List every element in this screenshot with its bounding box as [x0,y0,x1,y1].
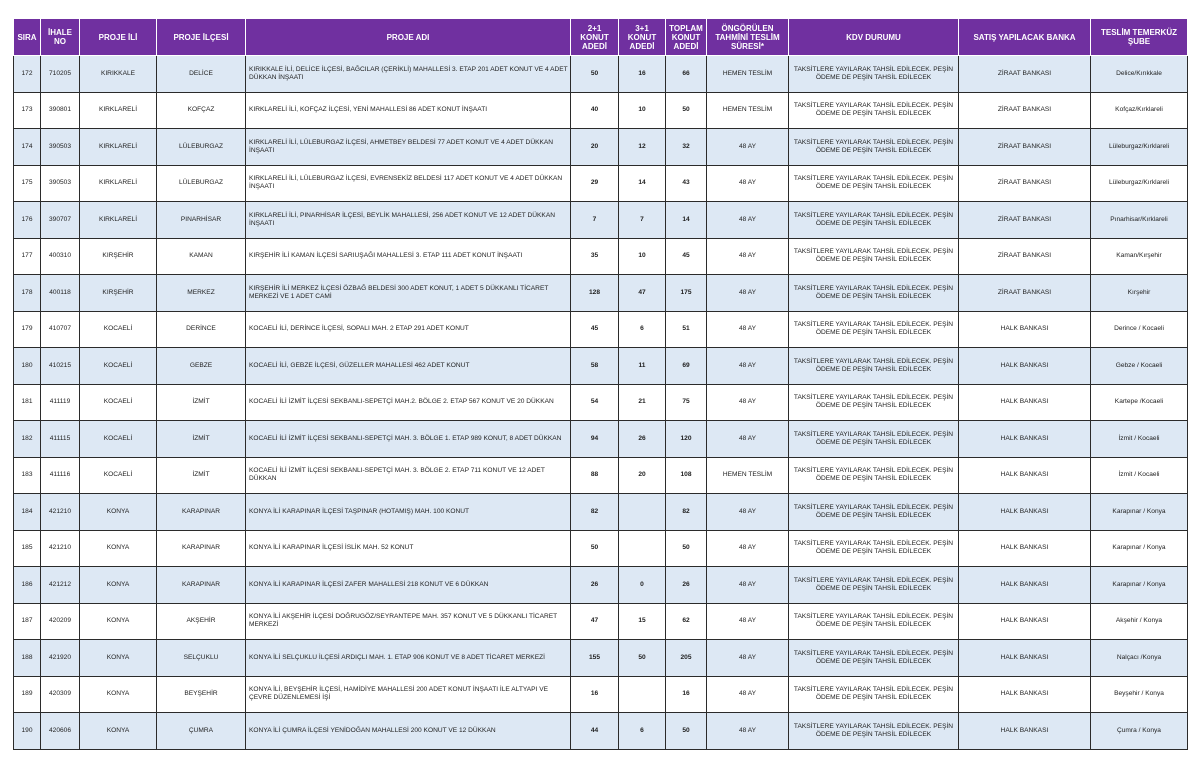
cell-kdv-durumu: TAKSİTLERE YAYILARAK TAHSİL EDİLECEK. PEŞİN ÖDEME DE PEŞİN TAHSİL EDİLECEK [789,311,959,348]
cell-satis-bankasi: HALK BANKASI [959,494,1091,531]
cell-3plus1-konut: 6 [619,311,666,348]
cell-proje-ilcesi: GEBZE [157,348,246,385]
cell-proje-ilcesi: KAMAN [157,238,246,275]
cell-proje-ili: KOCAELİ [80,348,157,385]
cell-proje-ili: KIRŞEHİR [80,275,157,312]
cell-2plus1-konut: 44 [571,713,619,750]
table-body [14,56,1188,750]
cell-proje-ilcesi: KARAPINAR [157,494,246,531]
table-row [14,129,1188,166]
cell-teslim-suresi: HEMEN TESLİM [707,457,789,494]
cell-kdv-durumu: TAKSİTLERE YAYILARAK TAHSİL EDİLECEK. PEŞİN ÖDEME DE PEŞİN TAHSİL EDİLECEK [789,56,959,93]
cell-kdv-durumu: TAKSİTLERE YAYILARAK TAHSİL EDİLECEK. PEŞİN ÖDEME DE PEŞİN TAHSİL EDİLECEK [789,457,959,494]
cell-kdv-durumu: TAKSİTLERE YAYILARAK TAHSİL EDİLECEK. PEŞİN ÖDEME DE PEŞİN TAHSİL EDİLECEK [789,494,959,531]
cell-ihale-no: 400118 [41,275,80,312]
cell-2plus1-konut: 155 [571,640,619,677]
table-row [14,640,1188,677]
cell-sira: 185 [14,530,41,567]
cell-toplam-konut: 32 [666,129,707,166]
cell-proje-ili: KONYA [80,530,157,567]
cell-satis-bankasi: HALK BANKASI [959,713,1091,750]
cell-teslim-suresi: 48 AY [707,421,789,458]
cell-proje-ili: KOCAELİ [80,384,157,421]
header-ihale-no: İHALE NO [41,19,80,56]
cell-satis-bankasi: ZİRAAT BANKASI [959,275,1091,312]
cell-sira: 186 [14,567,41,604]
cell-ihale-no: 420309 [41,676,80,713]
cell-teslim-sube: Kartepe /Kocaeli [1091,384,1188,421]
cell-proje-ilcesi: LÜLEBURGAZ [157,165,246,202]
cell-kdv-durumu: TAKSİTLERE YAYILARAK TAHSİL EDİLECEK. PEŞİN ÖDEME DE PEŞİN TAHSİL EDİLECEK [789,530,959,567]
cell-2plus1-konut: 20 [571,129,619,166]
cell-teslim-sube: Karapınar / Konya [1091,530,1188,567]
cell-teslim-sube: Kırşehir [1091,275,1188,312]
cell-3plus1-konut: 15 [619,603,666,640]
cell-proje-ili: KONYA [80,713,157,750]
table-row [14,238,1188,275]
cell-sira: 180 [14,348,41,385]
header-kdv-durumu: KDV DURUMU [789,19,959,56]
cell-toplam-konut: 205 [666,640,707,677]
cell-kdv-durumu: TAKSİTLERE YAYILARAK TAHSİL EDİLECEK. PEŞİN ÖDEME DE PEŞİN TAHSİL EDİLECEK [789,603,959,640]
cell-proje-ili: KIRŞEHİR [80,238,157,275]
cell-sira: 184 [14,494,41,531]
cell-2plus1-konut: 82 [571,494,619,531]
cell-2plus1-konut: 26 [571,567,619,604]
cell-3plus1-konut: 0 [619,567,666,604]
cell-teslim-sube: Pınarhisar/Kırklareli [1091,202,1188,239]
header-proje-adi: PROJE ADI [246,19,571,56]
table-row [14,567,1188,604]
header-2plus1-konut: 2+1 KONUT ADEDİ [571,19,619,56]
cell-toplam-konut: 26 [666,567,707,604]
cell-3plus1-konut: 20 [619,457,666,494]
cell-proje-ilcesi: İZMİT [157,457,246,494]
header-proje-ili: PROJE İLİ [80,19,157,56]
cell-satis-bankasi: HALK BANKASI [959,567,1091,604]
cell-proje-adi: KONYA İLİ, BEYŞEHİR İLÇESİ, HAMİDİYE MAHALLESİ 200 ADET KONUT İNŞAATI İLE ALTYAPI VE ÇEVRE DÜZENLEMESİ İŞİ [246,676,571,713]
cell-ihale-no: 421210 [41,494,80,531]
cell-toplam-konut: 108 [666,457,707,494]
cell-teslim-sube: Nalçacı /Konya [1091,640,1188,677]
cell-2plus1-konut: 35 [571,238,619,275]
cell-proje-ilcesi: DERİNCE [157,311,246,348]
cell-teslim-suresi: 48 AY [707,530,789,567]
header-proje-ilcesi: PROJE İLÇESİ [157,19,246,56]
cell-teslim-sube: İzmit / Kocaeli [1091,421,1188,458]
cell-proje-ili: KOCAELİ [80,311,157,348]
cell-ihale-no: 411115 [41,421,80,458]
cell-proje-ilcesi: ÇUMRA [157,713,246,750]
cell-proje-ilcesi: LÜLEBURGAZ [157,129,246,166]
table-row [14,165,1188,202]
cell-3plus1-konut: 11 [619,348,666,385]
cell-sira: 188 [14,640,41,677]
cell-proje-adi: KIRKLARELİ İLİ, PINARHİSAR İLÇESİ, BEYLİK MAHALLESİ, 256 ADET KONUT VE 12 ADET DÜKKAN İNŞAATI [246,202,571,239]
cell-toplam-konut: 62 [666,603,707,640]
cell-proje-adi: KOCAELİ İLİ, GEBZE İLÇESİ, GÜZELLER MAHALLESİ 462 ADET KONUT [246,348,571,385]
cell-3plus1-konut: 26 [619,421,666,458]
cell-3plus1-konut: 14 [619,165,666,202]
cell-kdv-durumu: TAKSİTLERE YAYILARAK TAHSİL EDİLECEK. PEŞİN ÖDEME DE PEŞİN TAHSİL EDİLECEK [789,238,959,275]
cell-proje-adi: KIRKLARELİ İLİ, LÜLEBURGAZ İLÇESİ, EVRENSEKİZ BELDESİ 117 ADET KONUT VE 4 ADET DÜKKAN İNŞAATI [246,165,571,202]
cell-toplam-konut: 69 [666,348,707,385]
project-table-container [13,18,1187,750]
cell-proje-ilcesi: PINARHİSAR [157,202,246,239]
cell-proje-ilcesi: İZMİT [157,421,246,458]
cell-proje-ilcesi: KARAPINAR [157,567,246,604]
project-table [13,18,1188,750]
cell-proje-ili: KIRKLARELİ [80,165,157,202]
cell-kdv-durumu: TAKSİTLERE YAYILARAK TAHSİL EDİLECEK. PEŞİN ÖDEME DE PEŞİN TAHSİL EDİLECEK [789,129,959,166]
cell-teslim-sube: Lüleburgaz/Kırklareli [1091,165,1188,202]
table-row [14,348,1188,385]
cell-toplam-konut: 175 [666,275,707,312]
cell-proje-adi: KOCAELİ İLİ, DERİNCE İLÇESİ, SOPALI MAH. 2 ETAP 291 ADET KONUT [246,311,571,348]
table-row [14,56,1188,93]
cell-teslim-suresi: 48 AY [707,713,789,750]
header-teslim-suresi: ÖNGÖRÜLEN TAHMİNİ TESLİM SÜRESİ* [707,19,789,56]
cell-toplam-konut: 66 [666,56,707,93]
cell-proje-ilcesi: İZMİT [157,384,246,421]
cell-ihale-no: 411116 [41,457,80,494]
table-row [14,494,1188,531]
cell-kdv-durumu: TAKSİTLERE YAYILARAK TAHSİL EDİLECEK. PEŞİN ÖDEME DE PEŞİN TAHSİL EDİLECEK [789,713,959,750]
cell-proje-ili: KIRKLARELİ [80,92,157,129]
cell-sira: 181 [14,384,41,421]
cell-teslim-suresi: 48 AY [707,311,789,348]
cell-teslim-sube: Kofçaz/Kırklareli [1091,92,1188,129]
header-sira: SIRA [14,19,41,56]
cell-proje-ili: KONYA [80,494,157,531]
cell-ihale-no: 421212 [41,567,80,604]
cell-proje-adi: KIRŞEHİR İLİ KAMAN İLÇESİ SARIUŞAĞI MAHALLESİ 3. ETAP 111 ADET KONUT İNŞAATI [246,238,571,275]
cell-teslim-sube: Karapınar / Konya [1091,567,1188,604]
cell-ihale-no: 390707 [41,202,80,239]
cell-ihale-no: 390503 [41,129,80,166]
cell-teslim-sube: Çumra / Konya [1091,713,1188,750]
cell-kdv-durumu: TAKSİTLERE YAYILARAK TAHSİL EDİLECEK. PEŞİN ÖDEME DE PEŞİN TAHSİL EDİLECEK [789,421,959,458]
cell-satis-bankasi: ZİRAAT BANKASI [959,56,1091,93]
table-row [14,421,1188,458]
cell-kdv-durumu: TAKSİTLERE YAYILARAK TAHSİL EDİLECEK. PEŞİN ÖDEME DE PEŞİN TAHSİL EDİLECEK [789,202,959,239]
table-row [14,713,1188,750]
cell-teslim-suresi: 48 AY [707,494,789,531]
cell-proje-ili: KIRIKKALE [80,56,157,93]
cell-proje-ili: KONYA [80,603,157,640]
cell-proje-adi: KONYA İLİ KARAPINAR İLÇESİ İSLİK MAH. 52 KONUT [246,530,571,567]
cell-toplam-konut: 120 [666,421,707,458]
cell-teslim-sube: Karapınar / Konya [1091,494,1188,531]
cell-teslim-suresi: 48 AY [707,384,789,421]
cell-3plus1-konut: 21 [619,384,666,421]
cell-2plus1-konut: 40 [571,92,619,129]
cell-ihale-no: 410215 [41,348,80,385]
cell-teslim-suresi: 48 AY [707,165,789,202]
cell-proje-ilcesi: KOFÇAZ [157,92,246,129]
cell-teslim-sube: Beyşehir / Konya [1091,676,1188,713]
cell-3plus1-konut: 10 [619,92,666,129]
cell-sira: 172 [14,56,41,93]
cell-ihale-no: 400310 [41,238,80,275]
cell-proje-adi: KOCAELİ İLİ İZMİT İLÇESİ SEKBANLI-SEPETÇİ MAH. 3. BÖLGE 2. ETAP 711 KONUT VE 12 ADET DÜKKAN [246,457,571,494]
cell-3plus1-konut: 50 [619,640,666,677]
header-3plus1-konut: 3+1 KONUT ADEDİ [619,19,666,56]
cell-satis-bankasi: HALK BANKASI [959,311,1091,348]
cell-sira: 182 [14,421,41,458]
cell-2plus1-konut: 29 [571,165,619,202]
table-row [14,676,1188,713]
cell-proje-adi: KIRKLARELİ İLİ, KOFÇAZ İLÇESİ, YENİ MAHALLESİ 86 ADET KONUT İNŞAATI [246,92,571,129]
cell-3plus1-konut: 7 [619,202,666,239]
cell-proje-ili: KIRKLARELİ [80,129,157,166]
cell-proje-adi: KONYA İLİ SELÇUKLU İLÇESİ ARDIÇLI MAH. 1. ETAP 906 KONUT VE 8 ADET TİCARET MERKEZİ [246,640,571,677]
cell-satis-bankasi: HALK BANKASI [959,530,1091,567]
cell-toplam-konut: 51 [666,311,707,348]
cell-satis-bankasi: ZİRAAT BANKASI [959,129,1091,166]
cell-ihale-no: 421210 [41,530,80,567]
cell-2plus1-konut: 54 [571,384,619,421]
cell-sira: 174 [14,129,41,166]
cell-3plus1-konut [619,530,666,567]
table-header-row [14,19,1188,56]
cell-sira: 178 [14,275,41,312]
cell-teslim-suresi: HEMEN TESLİM [707,56,789,93]
cell-ihale-no: 390503 [41,165,80,202]
cell-3plus1-konut: 10 [619,238,666,275]
cell-sira: 173 [14,92,41,129]
table-row [14,311,1188,348]
cell-toplam-konut: 45 [666,238,707,275]
cell-kdv-durumu: TAKSİTLERE YAYILARAK TAHSİL EDİLECEK. PEŞİN ÖDEME DE PEŞİN TAHSİL EDİLECEK [789,348,959,385]
cell-ihale-no: 420209 [41,603,80,640]
cell-proje-adi: KOCAELİ İLİ İZMİT İLÇESİ SEKBANLI-SEPETÇİ MAH. 3. BÖLGE 1. ETAP 989 KONUT, 8 ADET DÜKKAN [246,421,571,458]
cell-teslim-sube: Derince / Kocaeli [1091,311,1188,348]
cell-3plus1-konut: 6 [619,713,666,750]
cell-proje-adi: KOCAELİ İLİ İZMİT İLÇESİ SEKBANLI-SEPETÇİ MAH.2. BÖLGE 2. ETAP 567 KONUT VE 20 DÜKKAN [246,384,571,421]
cell-sira: 177 [14,238,41,275]
cell-proje-ilcesi: MERKEZ [157,275,246,312]
header-satis-bankasi: SATIŞ YAPILACAK BANKA [959,19,1091,56]
cell-proje-adi: KIRKLARELİ İLİ, LÜLEBURGAZ İLÇESİ, AHMETBEY BELDESİ 77 ADET KONUT VE 4 ADET DÜKKAN İNŞAATI [246,129,571,166]
cell-2plus1-konut: 50 [571,56,619,93]
cell-proje-ili: KOCAELİ [80,457,157,494]
cell-teslim-suresi: 48 AY [707,676,789,713]
cell-kdv-durumu: TAKSİTLERE YAYILARAK TAHSİL EDİLECEK. PEŞİN ÖDEME DE PEŞİN TAHSİL EDİLECEK [789,640,959,677]
cell-proje-ili: KOCAELİ [80,421,157,458]
cell-proje-ili: KONYA [80,640,157,677]
cell-sira: 187 [14,603,41,640]
table-row [14,275,1188,312]
cell-satis-bankasi: HALK BANKASI [959,640,1091,677]
cell-teslim-suresi: 48 AY [707,567,789,604]
cell-satis-bankasi: HALK BANKASI [959,384,1091,421]
cell-satis-bankasi: ZİRAAT BANKASI [959,92,1091,129]
cell-sira: 175 [14,165,41,202]
cell-satis-bankasi: HALK BANKASI [959,603,1091,640]
cell-2plus1-konut: 50 [571,530,619,567]
cell-sira: 190 [14,713,41,750]
header-teslim-sube: TESLİM TEMERKÜZ ŞUBE [1091,19,1188,56]
cell-proje-ilcesi: BEYŞEHİR [157,676,246,713]
cell-teslim-suresi: 48 AY [707,129,789,166]
cell-teslim-suresi: 48 AY [707,348,789,385]
cell-teslim-suresi: 48 AY [707,603,789,640]
cell-proje-ilcesi: KARAPINAR [157,530,246,567]
cell-kdv-durumu: TAKSİTLERE YAYILARAK TAHSİL EDİLECEK. PEŞİN ÖDEME DE PEŞİN TAHSİL EDİLECEK [789,165,959,202]
cell-proje-ilcesi: DELİCE [157,56,246,93]
cell-proje-adi: KONYA İLİ KARAPINAR İLÇESİ ZAFER MAHALLESİ 218 KONUT VE 6 DÜKKAN [246,567,571,604]
cell-sira: 189 [14,676,41,713]
cell-proje-ili: KONYA [80,676,157,713]
cell-proje-ili: KONYA [80,567,157,604]
cell-toplam-konut: 50 [666,92,707,129]
cell-toplam-konut: 14 [666,202,707,239]
cell-2plus1-konut: 47 [571,603,619,640]
header-toplam-konut: TOPLAM KONUT ADEDİ [666,19,707,56]
cell-teslim-suresi: 48 AY [707,238,789,275]
cell-ihale-no: 421920 [41,640,80,677]
cell-teslim-suresi: HEMEN TESLİM [707,92,789,129]
cell-3plus1-konut [619,676,666,713]
cell-kdv-durumu: TAKSİTLERE YAYILARAK TAHSİL EDİLECEK. PEŞİN ÖDEME DE PEŞİN TAHSİL EDİLECEK [789,92,959,129]
cell-toplam-konut: 16 [666,676,707,713]
cell-satis-bankasi: ZİRAAT BANKASI [959,238,1091,275]
cell-teslim-sube: Lüleburgaz/Kırklareli [1091,129,1188,166]
cell-satis-bankasi: ZİRAAT BANKASI [959,165,1091,202]
cell-ihale-no: 410707 [41,311,80,348]
cell-teslim-sube: Gebze / Kocaeli [1091,348,1188,385]
cell-sira: 176 [14,202,41,239]
cell-toplam-konut: 82 [666,494,707,531]
cell-sira: 183 [14,457,41,494]
cell-teslim-sube: İzmit / Kocaeli [1091,457,1188,494]
cell-teslim-sube: Delice/Kırıkkale [1091,56,1188,93]
cell-teslim-suresi: 48 AY [707,202,789,239]
cell-3plus1-konut: 47 [619,275,666,312]
cell-sira: 179 [14,311,41,348]
table-row [14,457,1188,494]
cell-satis-bankasi: ZİRAAT BANKASI [959,202,1091,239]
cell-satis-bankasi: HALK BANKASI [959,457,1091,494]
cell-toplam-konut: 75 [666,384,707,421]
cell-proje-adi: KONYA İLİ ÇUMRA İLÇESİ YENİDOĞAN MAHALLESİ 200 KONUT VE 12 DÜKKAN [246,713,571,750]
cell-3plus1-konut: 12 [619,129,666,166]
cell-satis-bankasi: HALK BANKASI [959,676,1091,713]
cell-teslim-suresi: 48 AY [707,640,789,677]
cell-ihale-no: 710205 [41,56,80,93]
cell-proje-ilcesi: AKŞEHİR [157,603,246,640]
cell-ihale-no: 390801 [41,92,80,129]
cell-2plus1-konut: 58 [571,348,619,385]
cell-2plus1-konut: 45 [571,311,619,348]
cell-kdv-durumu: TAKSİTLERE YAYILARAK TAHSİL EDİLECEK. PEŞİN ÖDEME DE PEŞİN TAHSİL EDİLECEK [789,676,959,713]
cell-2plus1-konut: 128 [571,275,619,312]
cell-3plus1-konut: 16 [619,56,666,93]
cell-2plus1-konut: 7 [571,202,619,239]
cell-proje-adi: KONYA İLİ AKŞEHİR İLÇESİ DOĞRUGÖZ/SEYRANTEPE MAH. 357 KONUT VE 5 DÜKKANLI TİCARET MERKEZİ [246,603,571,640]
table-row [14,92,1188,129]
table-row [14,603,1188,640]
cell-proje-ili: KIRKLARELİ [80,202,157,239]
cell-kdv-durumu: TAKSİTLERE YAYILARAK TAHSİL EDİLECEK. PEŞİN ÖDEME DE PEŞİN TAHSİL EDİLECEK [789,567,959,604]
cell-teslim-sube: Akşehir / Konya [1091,603,1188,640]
cell-kdv-durumu: TAKSİTLERE YAYILARAK TAHSİL EDİLECEK. PEŞİN ÖDEME DE PEŞİN TAHSİL EDİLECEK [789,384,959,421]
cell-3plus1-konut [619,494,666,531]
cell-teslim-suresi: 48 AY [707,275,789,312]
cell-2plus1-konut: 16 [571,676,619,713]
cell-proje-ilcesi: SELÇUKLU [157,640,246,677]
cell-2plus1-konut: 88 [571,457,619,494]
cell-teslim-sube: Kaman/Kırşehir [1091,238,1188,275]
cell-satis-bankasi: HALK BANKASI [959,348,1091,385]
cell-toplam-konut: 43 [666,165,707,202]
cell-proje-adi: KONYA İLİ KARAPINAR İLÇESİ TAŞPINAR (HOTAMIŞ) MAH. 100 KONUT [246,494,571,531]
cell-ihale-no: 420606 [41,713,80,750]
cell-proje-adi: KIRŞEHİR İLİ MERKEZ İLÇESİ ÖZBAĞ BELDESİ 300 ADET KONUT, 1 ADET 5 DÜKKANLI TİCARET MERKEZİ VE 1 ADET CAMİ [246,275,571,312]
cell-kdv-durumu: TAKSİTLERE YAYILARAK TAHSİL EDİLECEK. PEŞİN ÖDEME DE PEŞİN TAHSİL EDİLECEK [789,275,959,312]
cell-ihale-no: 411119 [41,384,80,421]
cell-proje-adi: KIRIKKALE İLİ, DELİCE İLÇESİ, BAĞCILAR (ÇERİKLİ) MAHALLESİ 3. ETAP 201 ADET KONUT VE 4 ADET DÜKKAN İNŞAATI [246,56,571,93]
cell-2plus1-konut: 94 [571,421,619,458]
cell-toplam-konut: 50 [666,530,707,567]
table-row [14,384,1188,421]
cell-satis-bankasi: HALK BANKASI [959,421,1091,458]
table-row [14,202,1188,239]
cell-toplam-konut: 50 [666,713,707,750]
table-row [14,530,1188,567]
